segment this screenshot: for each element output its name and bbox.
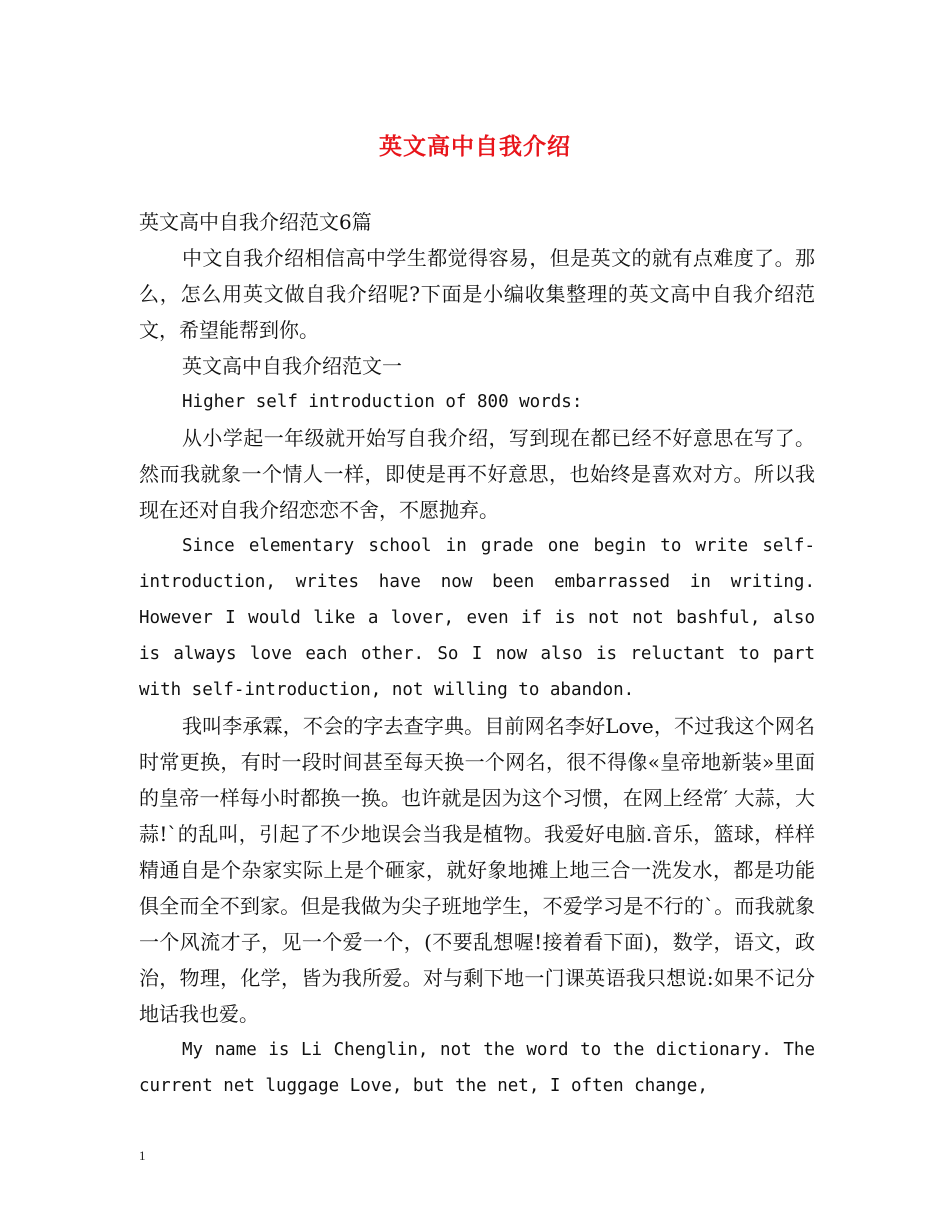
document-title: 英文高中自我介绍 — [379, 133, 571, 160]
page-number: 1 — [139, 1148, 146, 1163]
english-paragraph-2: My name is Li Chenglin, not the word to the dictionary. The current net luggage Love, but the net, I often change, — [139, 1040, 815, 1096]
document-body — [139, 204, 815, 1104]
chinese-paragraph-1: 从小学起一年级就开始写自我介绍，写到现在都已经不好意思在写了。然而我就象一个情人一样，即使是再不好意思，也始终是喜欢对方。所以我现在还对自我介绍恋恋不舍，不愿抛弃。 — [139, 426, 815, 522]
intro-paragraph: 中文自我介绍相信高中学生都觉得容易，但是英文的就有点难度了。那么，怎么用英文做自我介绍呢?下面是小编收集整理的英文高中自我介绍范文，希望能帮到你。 — [139, 246, 815, 342]
subtitle-paragraph: 英文高中自我介绍范文6篇 — [139, 210, 372, 234]
section-heading: 英文高中自我介绍范文一 — [182, 354, 402, 378]
chinese-paragraph-2: 我叫李承霖，不会的字去查字典。目前网名李好Love，不过我这个网名时常更换，有时一段时间甚至每天换一个网名，很不得像«皇帝地新装»里面的皇帝一样每小时都换一换。也许就是因为这个习惯，在网上经常′ 大蒜，大蒜!`的乱叫，引起了不少地误会当我是植物。我爱好电脑.音乐，篮球，样样精通自是个杂家实际上是个砸家，就好象地摊上地三合一洗发水，都是功能俱全而全不到家。但是我做为尖子班地学生，不爱学习是不行的`。而我就象一个风流才子，见一个爱一个，(不要乱想喔!接着看下面)，数学，语文，政治，物理，化学，皆为我所爱。对与剩下地一门课英语我只想说:如果不记分地话我也爱。 — [139, 714, 815, 1026]
english-heading: Higher self introduction of 800 words: — [182, 392, 583, 412]
english-paragraph-1: Since elementary school in grade one begin to write self-introduction, writes have now been embarrassed in writing. However I would like a lover, even if is not not bashful, also is always love each other. So I now also is reluctant to part with self-introduction, not willing to abandon. — [139, 536, 815, 700]
